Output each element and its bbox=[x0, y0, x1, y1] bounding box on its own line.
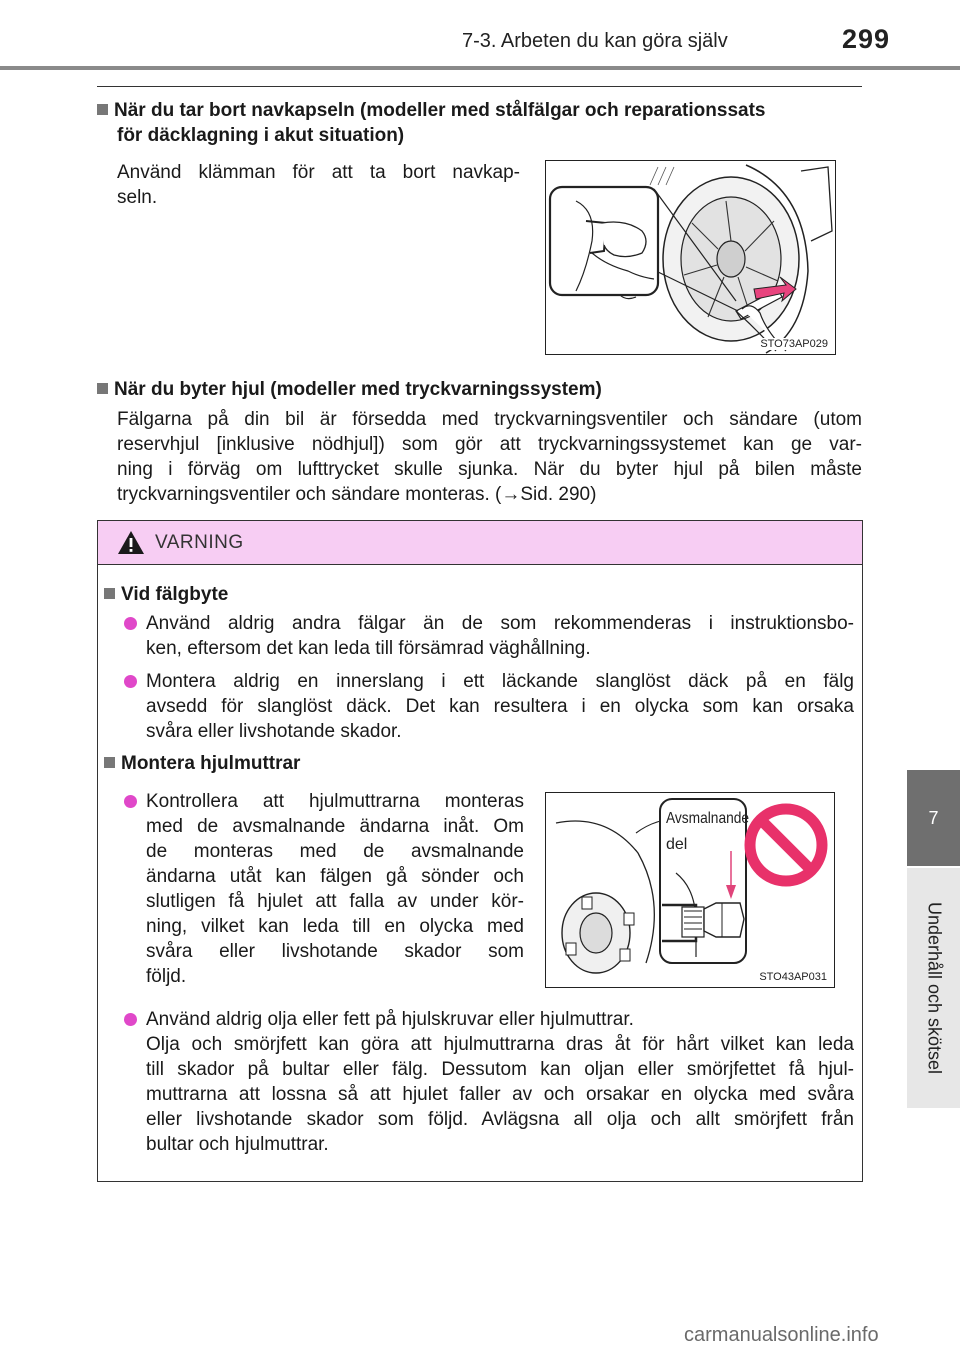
section-heading-hubcap: När du tar bort navkapseln (modeller med stålfälgar och reparationssats för däcklagning i akut situation) bbox=[97, 98, 862, 148]
header-section-title: 7-3. Arbeten du kan göra själv bbox=[462, 30, 728, 52]
content-rule bbox=[97, 86, 862, 87]
chapter-tab[interactable] bbox=[907, 770, 960, 866]
warning-header bbox=[98, 521, 862, 565]
warning-heading-rim-change: Vid fälgbyte bbox=[104, 582, 228, 607]
watermark: carmanualsonline.info bbox=[684, 1324, 879, 1346]
wheel-change-paragraph: Fälgarna på din bil är försedda med tryckvarningsventiler och sändare (utom reservhjul [inklusive nödhjul]) som gör att tryckvarningssystemet kan ge var- ning i förväg om lufttrycket skulle sjunka. När du byter hjul på bilen måste tryckvarningsventiler och sändare monteras. (→Sid. 290) bbox=[117, 409, 862, 505]
chapter-number: 7 bbox=[928, 807, 939, 828]
warning-bullet-tapered-ends: Kontrollera att hjulmuttrarna monteras med de avsmalnande ändarna inåt. Om de monteras med de avsmalnande ändarna utåt kan fälgen gå sönder och slutligen få hjulet att falla av under kör- ning, vilket kan leda till en olycka med svåra eller livshotande skador som följd. bbox=[124, 789, 524, 989]
bullet-dot bbox=[124, 1013, 137, 1026]
figure-code-2: STO43AP031 bbox=[759, 971, 827, 983]
figure-code-1: STO73AP029 bbox=[760, 338, 828, 350]
warning-heading-wheel-nuts: Montera hjulmuttrar bbox=[104, 751, 300, 776]
hubcap-instruction: Använd klämman för att ta bort navkap- seln. bbox=[117, 162, 520, 208]
section-heading-wheel-change: När du byter hjul (modeller med tryckvarningssystem) bbox=[97, 377, 862, 402]
square-bullet-icon bbox=[104, 757, 115, 768]
header-rule bbox=[0, 66, 960, 70]
square-bullet-icon bbox=[97, 383, 108, 394]
hubcap-removal-figure bbox=[545, 160, 836, 355]
warning-title: VARNING bbox=[155, 532, 244, 553]
wheel-nut-illustration bbox=[546, 793, 834, 987]
bullet-dot bbox=[124, 617, 137, 630]
tapered-part-label: Avsmalnande bbox=[666, 809, 750, 828]
warning-bullet-inner-tube: Montera aldrig en innerslang i ett läckande slanglöst däck på en fälg avsedd för slanglöst däck. Det kan resultera i en olycka som kan orsaka svåra eller livshotande skador. bbox=[124, 669, 854, 744]
wheel-nut-figure bbox=[545, 792, 835, 988]
chapter-label-tab bbox=[907, 868, 960, 1108]
warning-bullet-oil-grease: Använd aldrig olja eller fett på hjulskruvar eller hjulmuttrar. Olja och smörjfett kan göra att hjulmuttrarna dras åt för hårt vilket kan leda till skador på bultar eller fälg. Dessutom kan oljan eller smörjfettet få hjul- muttrarna att lossna så att hjulet faller av och orsakar en olycka med svåra eller livshotande skador som följd. Avlägsna all olja och allt smörjfett från bultar och hjulmuttrar. bbox=[124, 1007, 854, 1159]
square-bullet-icon bbox=[97, 104, 108, 115]
square-bullet-icon bbox=[104, 588, 115, 599]
chapter-label: Underhåll och skötsel bbox=[924, 901, 944, 1075]
bullet-dot bbox=[124, 675, 137, 688]
bullet-dot bbox=[124, 795, 137, 808]
page-number: 299 bbox=[842, 24, 891, 54]
warning-box bbox=[97, 520, 863, 1182]
hubcap-illustration bbox=[546, 161, 835, 354]
tapered-part-label-2: del bbox=[666, 836, 688, 853]
warning-bullet-rims: Använd aldrig andra fälgar än de som rekommenderas i instruktionsbo- ken, eftersom det kan leda till försämrad väghållning. bbox=[124, 611, 854, 661]
warning-triangle-icon bbox=[117, 530, 145, 555]
